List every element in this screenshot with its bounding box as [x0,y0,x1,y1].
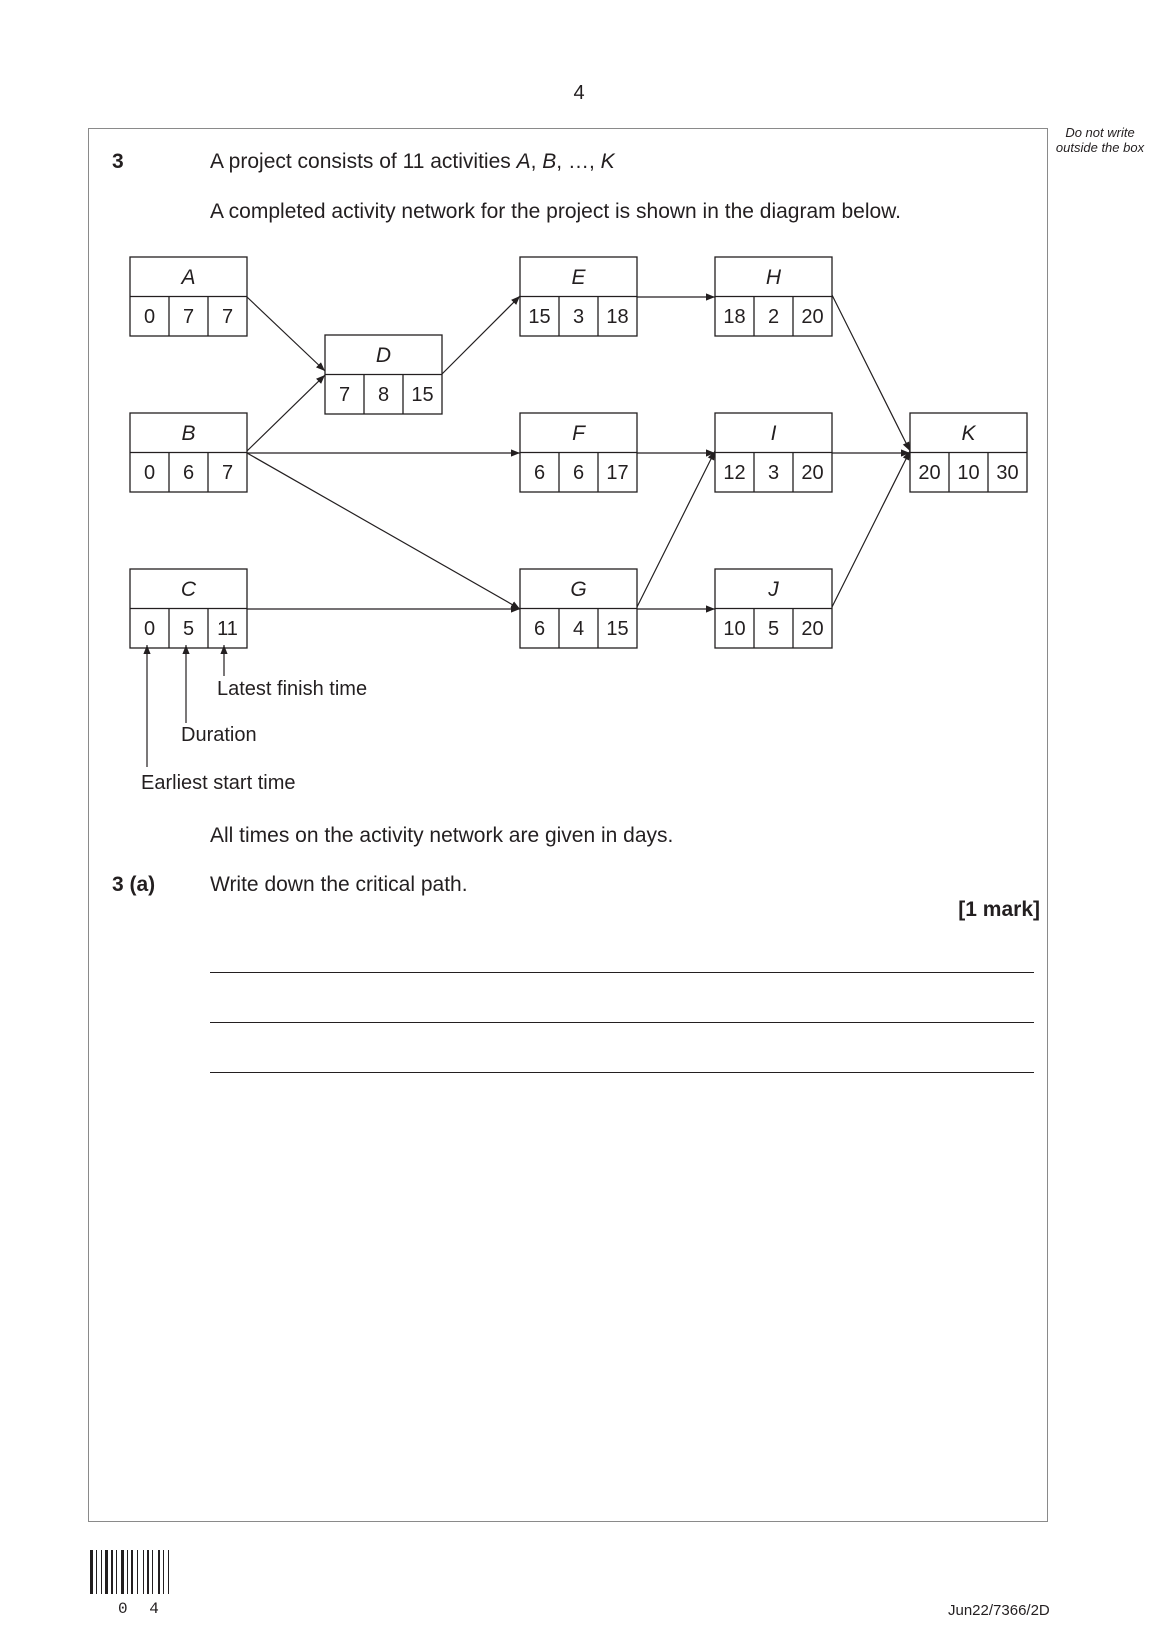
barcode-digits: 0 4 [118,1600,165,1618]
barcode-bar [147,1550,149,1594]
intro-var-a: A [516,150,531,173]
activity-node-a [130,257,247,336]
node-earliest-start: 10 [723,618,746,640]
node-latest-finish: 7 [221,462,234,484]
barcode-bar [121,1550,124,1594]
question-number: 3 [112,150,124,173]
edge-h-to-k [832,295,910,451]
activity-network-diagram [0,0,1158,800]
node-duration: 6 [572,462,585,484]
node-earliest-start: 6 [533,462,546,484]
barcode-bar [127,1550,128,1594]
page-number: 4 [573,82,585,104]
key-duration-label: Duration [181,724,257,746]
barcode-bar [101,1550,102,1594]
part-a-label: 3 (a) [112,873,156,896]
node-duration: 7 [182,306,195,328]
node-latest-finish: 18 [606,306,629,328]
node-duration: 4 [572,618,585,640]
activity-node-c [130,569,247,648]
barcode-bar [111,1550,113,1594]
barcode-bar [143,1550,144,1594]
intro-separator: , [556,150,568,173]
node-earliest-start: 15 [528,306,551,328]
activity-node-g [520,569,637,648]
node-duration: 8 [377,384,390,406]
node-latest-finish: 11 [217,618,238,640]
intro-var-k: K [600,150,615,173]
node-earliest-start: 0 [143,618,156,640]
activity-node-k [910,413,1027,492]
barcode-bar [168,1550,169,1594]
node-duration: 3 [572,306,585,328]
node-duration: 6 [182,462,195,484]
activity-node-h [715,257,832,336]
intro-var-b: B [542,150,557,173]
part-a-prompt: Write down the critical path. [210,873,468,896]
node-activity-label: C [180,578,197,601]
node-latest-finish: 17 [606,462,629,484]
edge-a-to-d [247,297,325,371]
edge-j-to-k [832,451,910,607]
intro-prefix: A project consists of 11 activities [210,150,517,173]
node-latest-finish: 15 [411,384,434,406]
node-latest-finish: 15 [606,618,629,640]
node-activity-label: D [375,344,392,367]
node-duration: 10 [957,462,980,484]
barcode-bar [105,1550,108,1594]
margin-note: Do not write outside the box [1055,125,1145,155]
barcode-bars [90,1550,169,1594]
key-earliest-start-label: Earliest start time [141,772,296,794]
node-duration: 3 [767,462,780,484]
key-latest-finish-label: Latest finish time [217,678,368,700]
paper-reference: Jun22/7366/2D [948,1602,1050,1619]
barcode [88,1550,190,1598]
activity-node-e [520,257,637,336]
intro-separator: , [588,150,601,173]
edge-b-to-g [247,453,520,609]
node-latest-finish: 20 [801,462,824,484]
node-activity-label: G [570,578,587,601]
node-activity-label: B [181,422,196,445]
answer-line[interactable] [210,972,1034,973]
barcode-bar [137,1550,138,1594]
node-duration: 5 [182,618,195,640]
node-activity-label: H [765,266,782,289]
activity-node-f [520,413,637,492]
barcode-bar [90,1550,93,1594]
node-activity-label: F [572,422,585,445]
node-earliest-start: 18 [723,306,746,328]
activity-node-i [715,413,832,492]
answer-line[interactable] [210,1022,1034,1023]
node-earliest-start: 7 [338,384,351,406]
barcode-bar [158,1550,160,1594]
node-earliest-start: 0 [143,462,156,484]
activity-node-b [130,413,247,492]
node-earliest-start: 6 [533,618,546,640]
node-latest-finish: 20 [801,618,824,640]
edge-d-to-e [442,296,520,374]
node-earliest-start: 12 [723,462,746,484]
node-latest-finish: 7 [221,306,234,328]
edge-g-to-i [637,451,715,607]
node-duration: 5 [767,618,780,640]
activity-node-j [715,569,832,648]
node-earliest-start: 20 [918,462,941,484]
node-activity-label: I [770,422,777,445]
barcode-bar [96,1550,97,1594]
intro-ellipsis: … [567,150,589,173]
barcode-bar [116,1550,117,1594]
node-latest-finish: 30 [996,462,1019,484]
barcode-bar [152,1550,153,1594]
answer-line[interactable] [210,1072,1034,1073]
node-activity-label: K [961,422,976,445]
part-a-marks: [1 mark] [958,898,1040,921]
node-earliest-start: 0 [143,306,156,328]
node-activity-label: J [768,578,779,601]
intro-separator: , [530,150,543,173]
node-activity-label: A [181,266,196,289]
network-sentence: A completed activity network for the project is shown in the diagram below. [210,200,902,223]
node-latest-finish: 20 [801,306,824,328]
activity-node-d [325,335,442,414]
barcode-bar [163,1550,164,1594]
edge-b-to-d [247,375,325,451]
barcode-bar [131,1550,133,1594]
node-duration: 2 [767,306,780,328]
node-activity-label: E [571,266,586,289]
key-layer [141,645,367,794]
units-sentence: All times on the activity network are given in days. [210,824,674,847]
